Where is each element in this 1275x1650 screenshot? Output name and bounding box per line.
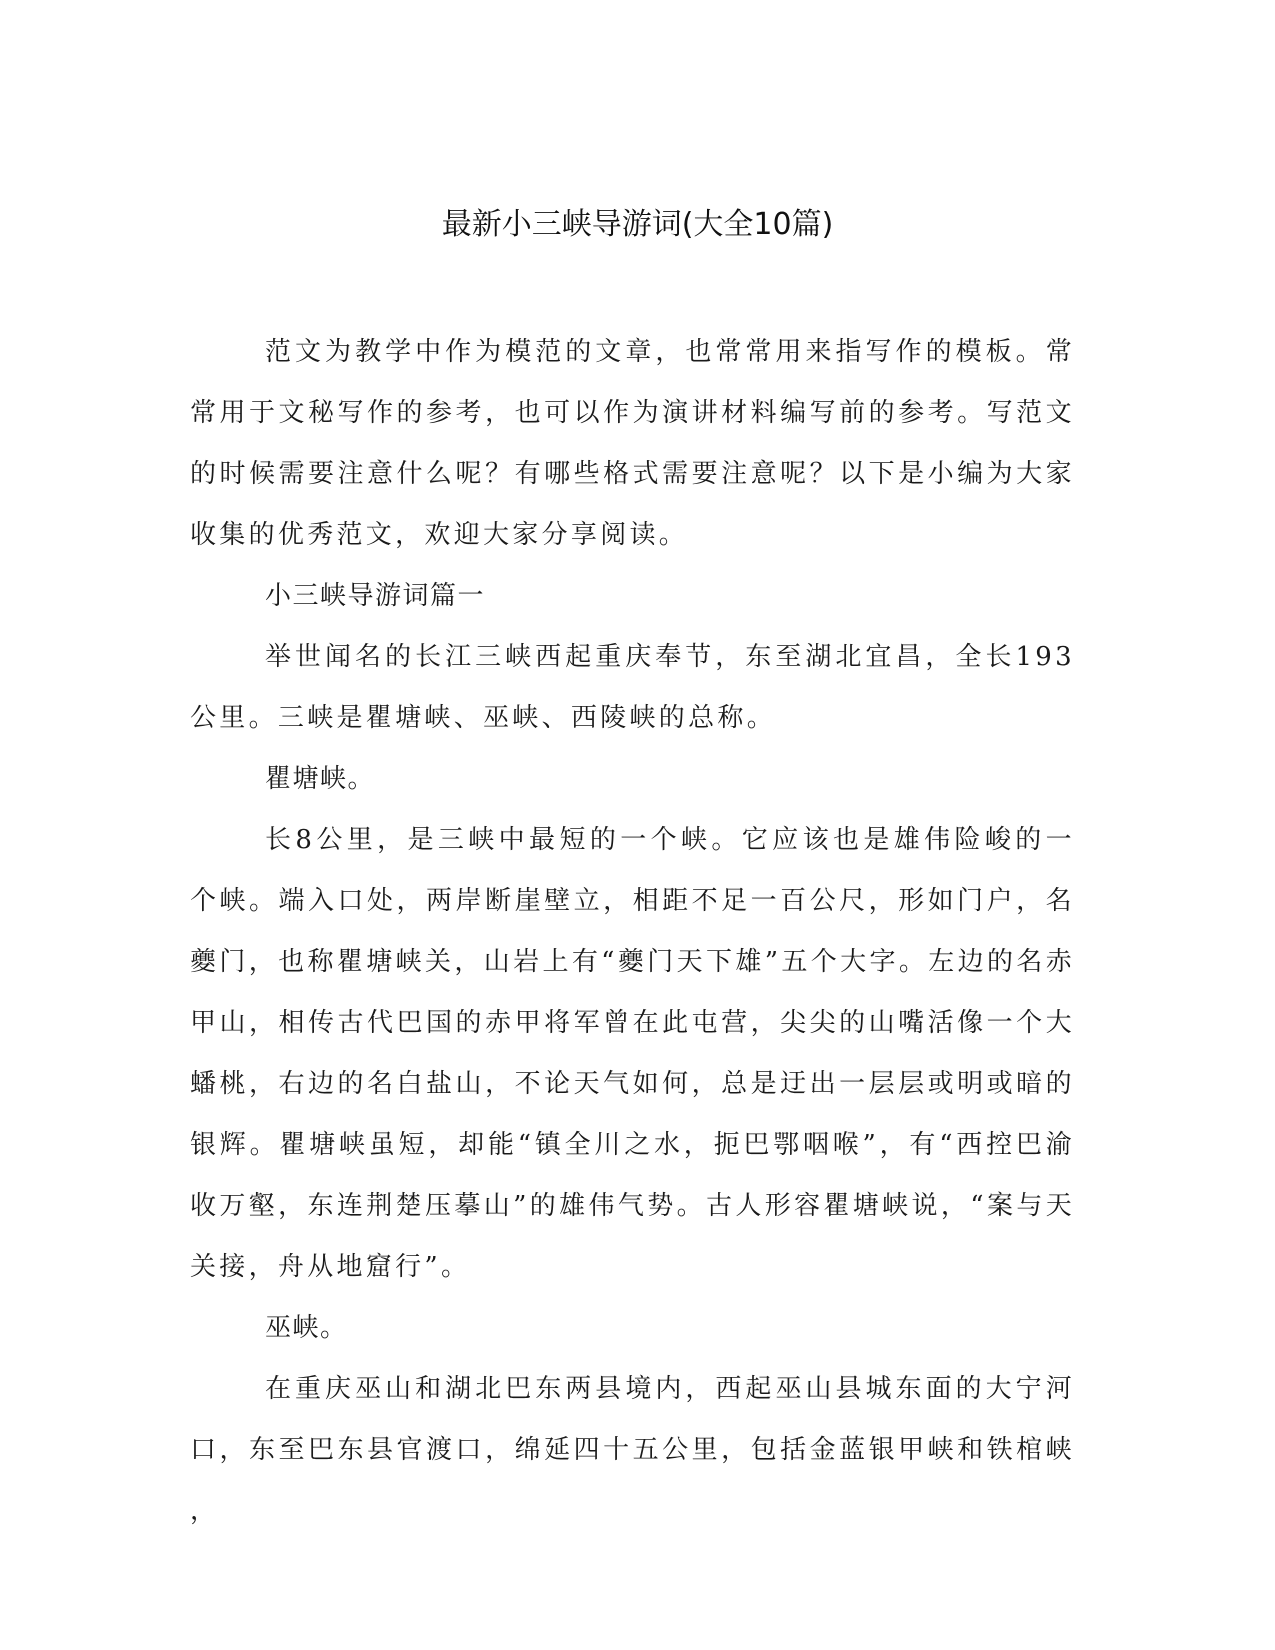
section-heading-wuxia: 巫峡。 — [265, 1313, 348, 1343]
document-body — [190, 322, 1075, 1542]
paragraph-overview: 举世闻名的长江三峡西起重庆奉节，东至湖北宜昌，全长193公里。三峡是瞿塘峡、巫峡、西陵峡的总称。 — [190, 642, 1075, 733]
section-heading-part-one: 小三峡导游词篇一 — [265, 581, 486, 611]
section-heading-qutang: 瞿塘峡。 — [265, 764, 376, 794]
paragraph-wuxia: 在重庆巫山和湖北巴东两县境内，西起巫山县城东面的大宁河口，东至巴东县官渡口，绵延四十五公里，包括金蓝银甲峡和铁棺峡， — [190, 1374, 1075, 1526]
paragraph-qutang: 长8公里，是三峡中最短的一个峡。它应该也是雄伟险峻的一个峡。端入口处，两岸断崖壁立，相距不足一百公尺，形如门户，名夔门，也称瞿塘峡关，山岩上有“夔门天下雄”五个大字。左边的名赤甲山，相传古代巴国的赤甲将军曾在此屯营，尖尖的山嘴活像一个大蟠桃，右边的名白盐山，不论天气如何，总是迂出一层层或明或暗的银辉。瞿塘峡虽短，却能“镇全川之水，扼巴鄂咽喉”，有“西控巴渝收万壑，东连荆楚压摹山”的雄伟气势。古人形容瞿塘峡说，“案与天关接，舟从地窟行”。 — [190, 825, 1075, 1282]
paragraph-intro: 范文为教学中作为模范的文章，也常常用来指写作的模板。常常用于文秘写作的参考，也可以作为演讲材料编写前的参考。写范文的时候需要注意什么呢？有哪些格式需要注意呢？以下是小编为大家收集的优秀范文，欢迎大家分享阅读。 — [190, 337, 1075, 550]
document-title: 最新小三峡导游词(大全10篇) — [441, 207, 834, 242]
